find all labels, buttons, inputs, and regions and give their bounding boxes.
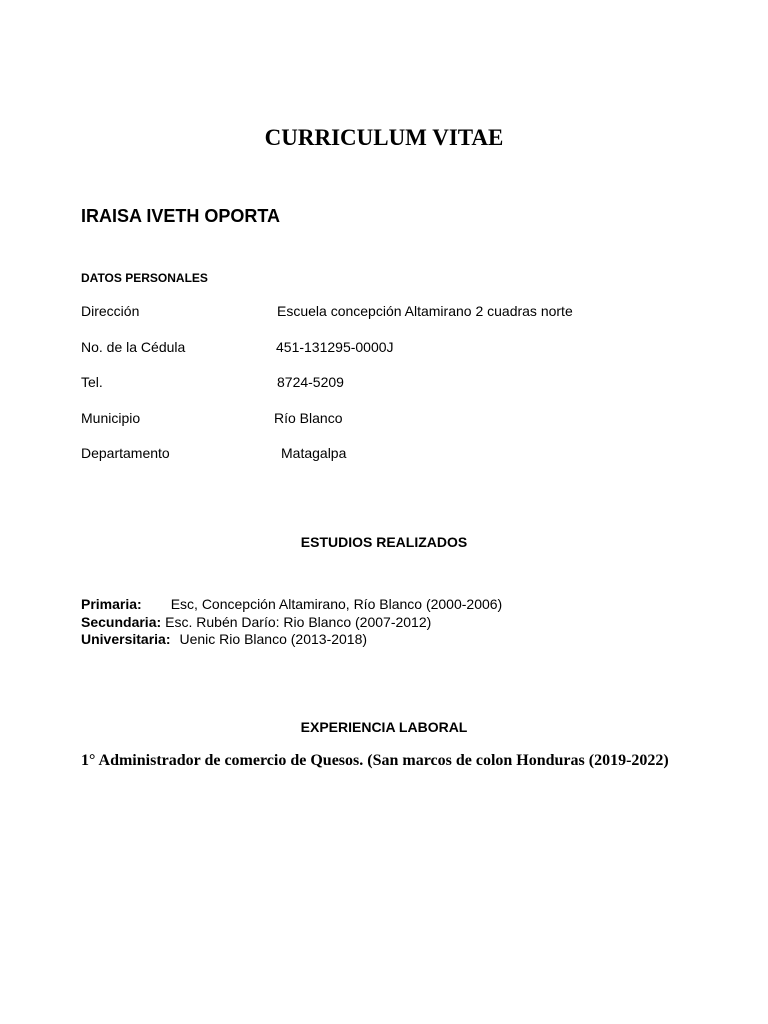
field-label: Tel. xyxy=(81,374,103,390)
studies-list xyxy=(81,596,502,649)
study-level: Secundaria: xyxy=(81,613,162,630)
studies-heading: ESTUDIOS REALIZADOS xyxy=(300,534,468,550)
experience-item: 1° Administrador de comercio de Quesos. (San marcos de colon Honduras (2019-2022) xyxy=(81,752,669,769)
study-line-secondary xyxy=(81,614,502,632)
study-line-primary xyxy=(81,596,502,614)
field-value: 8724-5209 xyxy=(277,374,344,390)
person-name: IRAISA IVETH OPORTA xyxy=(81,206,281,226)
field-value: Matagalpa xyxy=(281,445,347,461)
field-value: Río Blanco xyxy=(274,410,343,426)
study-detail: Esc. Rubén Darío: Rio Blanco (2007-2012) xyxy=(165,613,432,630)
field-label: Departamento xyxy=(81,445,170,461)
study-detail: Esc, Concepción Altamirano, Río Blanco (2000-2006) xyxy=(170,596,503,612)
personal-data-heading: DATOS PERSONALES xyxy=(81,271,208,285)
field-value: 451-131295-0000J xyxy=(276,339,394,355)
study-detail: Uenic Rio Blanco (2013-2018) xyxy=(179,631,368,647)
field-label: No. de la Cédula xyxy=(81,339,186,355)
study-line-university xyxy=(81,631,502,649)
document-title: CURRICULUM VITAE xyxy=(264,125,504,150)
study-level: Universitaria: xyxy=(81,631,171,647)
study-level: Primaria: xyxy=(81,596,142,612)
field-label: Municipio xyxy=(81,410,141,426)
field-label: Dirección xyxy=(81,303,140,319)
experience-heading: EXPERIENCIA LABORAL xyxy=(300,719,468,735)
field-value: Escuela concepción Altamirano 2 cuadras norte xyxy=(277,303,573,319)
